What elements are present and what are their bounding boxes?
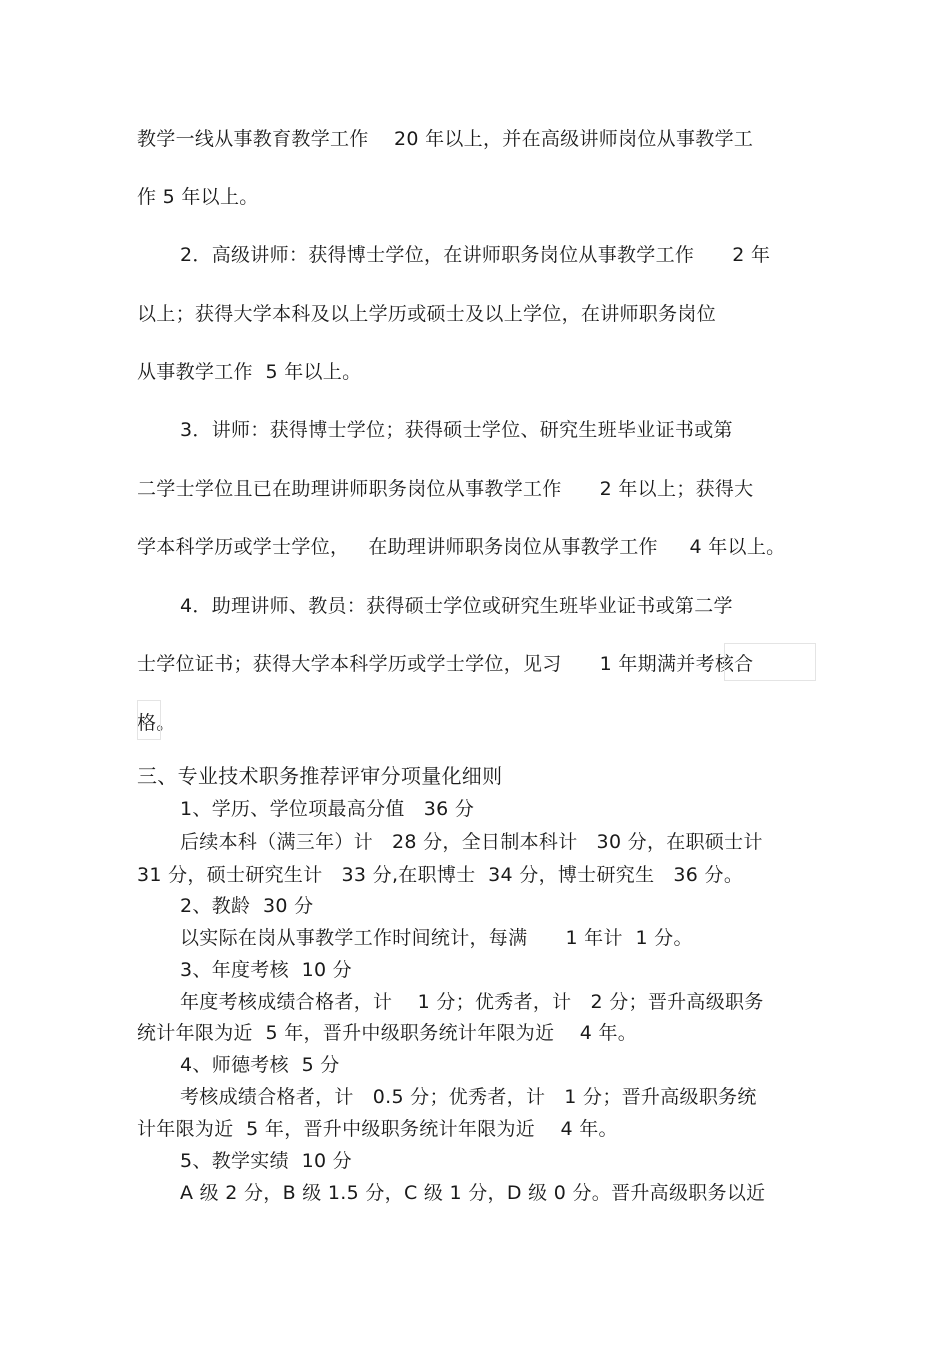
scan-artifact <box>724 643 816 681</box>
criterion-text: 统计年限为近 5 年，晋升中级职务统计年限为近 4 年。 <box>137 1022 638 1044</box>
criterion-text: 31 分，硕士研究生计 33 分,在职博士 34 分，博士研究生 36 分。 <box>137 864 744 886</box>
list-item-2-line: 2．高级讲师：获得博士学位，在讲师职务岗位从事教学工作 2 年 <box>180 244 771 266</box>
list-item-4-line: 4．助理讲师、教员：获得硕士学位或研究生班毕业证书或第二学 <box>180 595 733 617</box>
list-item-3-line: 3．讲师：获得博士学位；获得硕士学位、研究生班毕业证书或第 <box>180 419 733 441</box>
scan-artifact <box>137 700 161 740</box>
criterion-text: A 级 2 分，B 级 1.5 分，C 级 1 分，D 级 0 分。晋升高级职务以近 <box>180 1182 766 1204</box>
paragraph-line: 教学一线从事教育教学工作 20 年以上，并在高级讲师岗位从事教学工 <box>137 128 754 150</box>
section-heading: 三、专业技术职务推荐评审分项量化细则 <box>137 764 503 788</box>
criterion-text: 考核成绩合格者，计 0.5 分；优秀者，计 1 分；晋升高级职务统 <box>180 1086 757 1108</box>
paragraph-line: 作 5 年以上。 <box>137 186 259 208</box>
list-item-2-line: 从事教学工作 5 年以上。 <box>137 361 362 383</box>
criterion-title: 5、教学实绩 10 分 <box>180 1150 352 1172</box>
criterion-text: 以实际在岗从事教学工作时间统计，每满 1 年计 1 分。 <box>180 927 693 949</box>
criterion-text: 后续本科（满三年）计 28 分，全日制本科计 30 分，在职硕士计 <box>180 831 763 853</box>
criterion-text: 计年限为近 5 年，晋升中级职务统计年限为近 4 年。 <box>137 1118 618 1140</box>
list-item-2-line: 以上；获得大学本科及以上学历或硕士及以上学位，在讲师职务岗位 <box>137 303 717 325</box>
list-item-4-line: 士学位证书；获得大学本科学历或学士学位，见习 1 年期满并考核合 <box>137 653 754 675</box>
criterion-title: 2、教龄 30 分 <box>180 895 314 917</box>
list-item-3-line: 二学士学位且已在助理讲师职务岗位从事教学工作 2 年以上；获得大 <box>137 478 754 500</box>
criterion-title: 1、学历、学位项最高分值 36 分 <box>180 798 475 820</box>
criterion-title: 3、年度考核 10 分 <box>180 959 352 981</box>
list-item-3-line: 学本科学历或学士学位， 在助理讲师职务岗位从事教学工作 4 年以上。 <box>137 536 786 558</box>
list-item-4-line: 格。 <box>137 712 176 734</box>
criterion-title: 4、师德考核 5 分 <box>180 1054 340 1076</box>
criterion-text: 年度考核成绩合格者，计 1 分；优秀者，计 2 分；晋升高级职务 <box>180 991 764 1013</box>
